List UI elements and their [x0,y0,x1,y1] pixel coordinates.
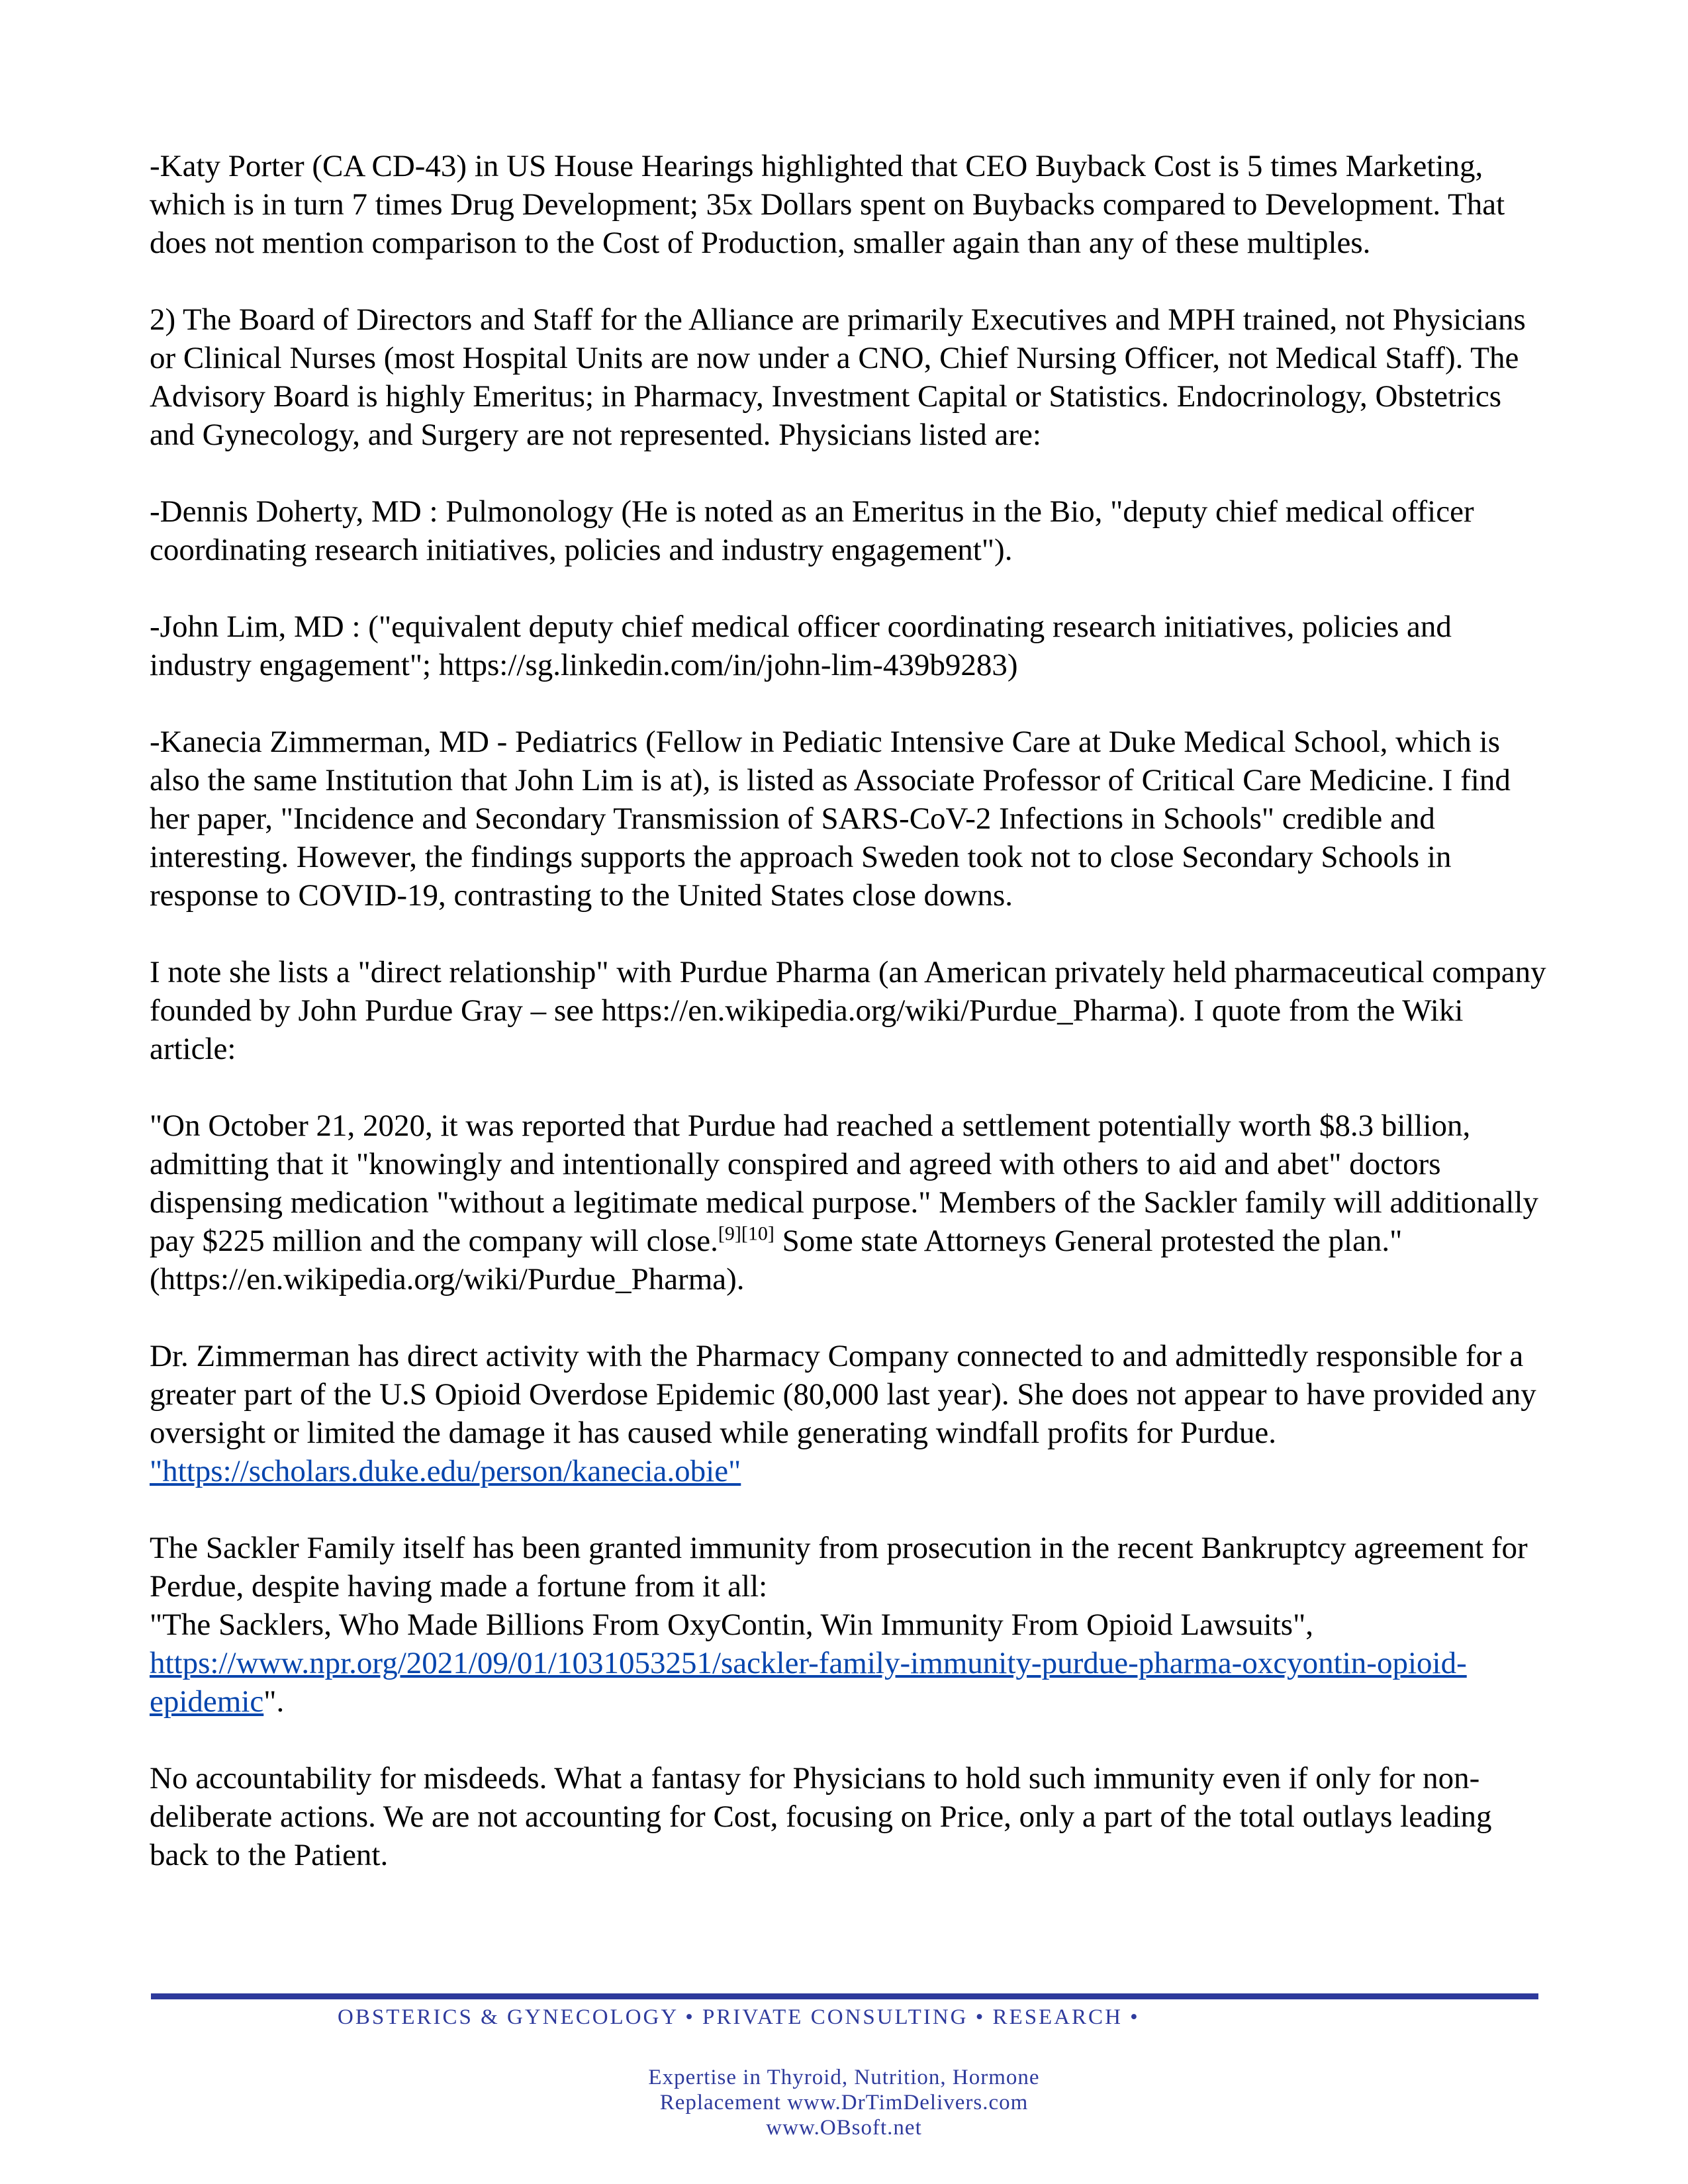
duke-scholars-link[interactable]: "https://scholars.duke.edu/person/kanecia.obie" [150,1454,741,1488]
npr-link-tail: ". [263,1684,285,1719]
paragraph-kanecia-zimmerman: -Kanecia Zimmerman, MD - Pediatrics (Fellow in Pediatic Intensive Care at Duke Medical School, which is also the same Institution that John Lim is at), is listed as Associate Professor of Critical Care Medicine. I find her paper, "Incidence and Secondary Transmission of SARS-CoV-2 Infections in Schools" credible and interesting. However, the findings supports the approach Sweden took not to close Secondary Schools in response to COVID-19, contrasting to the United States close downs. [150,725,1511,913]
sackler-immunity-text: The Sackler Family itself has been granted immunity from prosecution in the recent Bankruptcy agreement for Perdue, despite having made a fortune from it all: [150,1531,1528,1604]
footer-divider [151,1993,1538,1999]
paragraph-katy-porter: -Katy Porter (CA CD-43) in US House Hearings highlighted that CEO Buyback Cost is 5 times Marketing, which is in turn 7 times Drug Development; 35x Dollars spent on Buybacks compared to Development. That does not mention comparison to the Cost of Production, smaller again than any of these multiples. [150,149,1505,260]
footer-website: www.OBsoft.net [766,2116,922,2140]
npr-headline: "The Sacklers, Who Made Billions From OxyContin, Win Immunity From Opioid Lawsuits", [150,1608,1314,1642]
paragraph-sackler-immunity [150,1529,1546,1721]
paragraph-zimmerman-activity [150,1337,1546,1490]
footer-services-text: OBSTERICS & GYNECOLOGY • PRIVATE CONSULTING • RESEARCH • [338,2005,1140,2029]
footer-tagline-line1: Expertise in Thyroid, Nutrition, Hormone [648,2066,1040,2089]
npr-article-link[interactable]: https://www.npr.org/2021/09/01/1031053251/sackler-family-immunity-purdue-pharma-oxcyontin-opioid-epidemic [150,1646,1467,1719]
footer-tagline-line2: Replacement www.DrTimDelivers.com [659,2091,1029,2115]
paragraph-wiki-quote [150,1107,1546,1298]
zimmerman-activity-text: Dr. Zimmerman has direct activity with the Pharmacy Company connected to and admittedly responsible for a greater part of the U.S Opioid Overdose Epidemic (80,000 last year). She does not appear to have provided any oversight or limited the damage it has caused while generating windfall profits for Purdue. [150,1339,1536,1450]
paragraph-board-of-directors: 2) The Board of Directors and Staff for the Alliance are primarily Executives and MPH trained, not Physicians or Clinical Nurses (most Hospital Units are now under a CNO, Chief Nursing Officer, not Medical Staff). The Advisory Board is highly Emeritus; in Pharmacy, Investment Capital or Statistics. Endocrinology, Obstetrics and Gynecology, and Surgery are not represented. Physicians listed are: [150,302,1526,452]
paragraph-john-lim: -John Lim, MD : ("equivalent deputy chief medical officer coordinating research initiatives, policies and industry engagement"; https://sg.linkedin.com/in/john-lim-439b9283) [150,610,1452,682]
paragraph-purdue-relationship: I note she lists a "direct relationship" with Purdue Pharma (an American privately held pharmaceutical company founded by John Purdue Gray – see https://en.wikipedia.org/wiki/Purdue_Pharma). I quote from the Wiki article: [150,955,1546,1066]
wiki-quote-text: "On October 21, 2020, it was reported that Purdue had reached a settlement potentially worth $8.3 billion, admitting that it "knowingly and intentionally conspired and agreed with others to aid and abet" doctors dispensing medication "without a legitimate medical purpose." Members of the Sackler family will additionally pay $225 million and the company will close. [150,1109,1539,1258]
footer-contact [0,2065,1688,2140]
document-body [150,147,1546,1874]
citation-superscript: [9][10] [718,1222,774,1245]
paragraph-accountability: No accountability for misdeeds. What a fantasy for Physicians to hold such immunity even if only for non-deliberate actions. We are not accounting for Cost, focusing on Price, only a part of the total outlays leading back to the Patient. [150,1761,1492,1872]
wiki-quote-tail: Some state Attorneys General protested the plan." (https://en.wikipedia.org/wiki/Purdue_Pharma). [150,1224,1403,1297]
paragraph-dennis-doherty: -Dennis Doherty, MD : Pulmonology (He is noted as an Emeritus in the Bio, "deputy chief medical officer coordinating research initiatives, policies and industry engagement"). [150,494,1474,567]
